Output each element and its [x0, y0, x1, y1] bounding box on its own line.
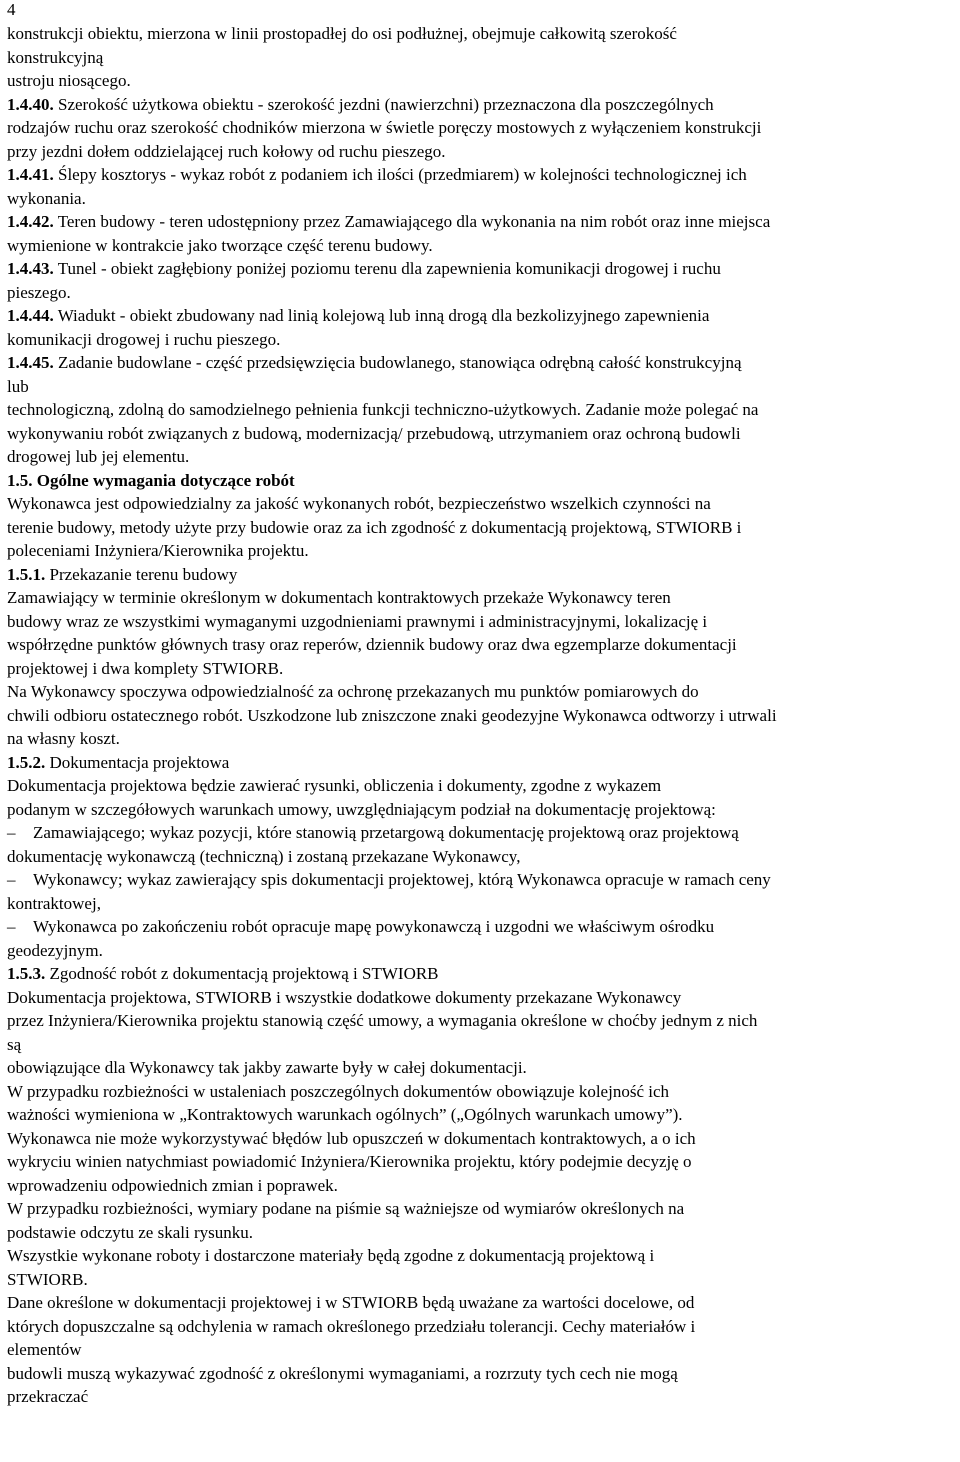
text-run: Dokumentacja projektowa	[45, 752, 230, 772]
text-run: Zamawiającego; wykaz pozycji, które stanowią przetargową dokumentację projektową oraz projektową	[33, 823, 739, 842]
text-run: rodzajów ruchu oraz szerokość chodników mierzona w świetle poręczy mostowych z wyłączeniem konstrukcji	[7, 118, 762, 137]
text-line	[7, 1244, 957, 1268]
text-line	[7, 1174, 957, 1198]
text-line	[7, 563, 957, 587]
text-line	[7, 422, 957, 446]
text-run: Zamawiający w terminie określonym w dokumentach kontraktowych przekaże Wykonawcy teren	[7, 588, 671, 607]
text-line	[7, 868, 957, 892]
text-line	[7, 1009, 957, 1033]
text-run: Przekazanie terenu budowy	[45, 564, 238, 584]
text-run: podstawie odczytu ze skali rysunku.	[7, 1222, 253, 1242]
text-line	[7, 234, 957, 258]
text-run: Zadanie budowlane - część przedsięwzięcia budowlanego, stanowiąca odrębną całość konstrukcyjną	[53, 353, 742, 372]
text-line	[7, 1385, 957, 1409]
section-number: 1.4.41.	[7, 165, 54, 184]
text-line	[7, 1291, 957, 1315]
list-dash: –	[7, 917, 16, 936]
text-run: lub	[7, 376, 29, 396]
text-run: Wykonawca jest odpowiedzialny za jakość wykonanych robót, bezpieczeństwo wszelkich czynności na	[7, 494, 711, 513]
text-line	[7, 351, 957, 375]
text-line	[7, 516, 957, 540]
page-number: 4	[7, 0, 16, 19]
text-run: Wszystkie wykonane roboty i dostarczone materiały będą zgodne z dokumentacją projektową i	[7, 1246, 655, 1265]
text-run: STWIORB.	[7, 1269, 88, 1289]
text-line	[7, 610, 957, 634]
text-line	[7, 680, 957, 704]
text-run: Wykonawcy; wykaz zawierający spis dokumentacji projektowej, którą Wykonawca opracuje w ramach ceny	[33, 870, 771, 889]
text-run: obowiązujące dla Wykonawcy tak jakby zawarte były w całej dokumentacji.	[7, 1058, 527, 1077]
section-number: 1.4.45.	[7, 353, 54, 372]
text-line	[7, 46, 957, 70]
text-run: współrzędne punktów głównych trasy oraz reperów, dziennik budowy oraz dwa egzemplarze dokumentacji	[7, 635, 737, 654]
text-run: są	[7, 1034, 22, 1054]
text-run: terenie budowy, metody użyte przy budowie oraz za ich zgodność z dokumentacją projektową, STWIORB i	[7, 517, 742, 537]
text-line	[7, 1033, 957, 1057]
text-run: Dane określone w dokumentacji projektowej i w STWIORB będą uważane za wartości docelowe, od	[7, 1293, 695, 1312]
text-line	[7, 1362, 957, 1386]
text-line	[7, 116, 957, 140]
section-number: 1.4.43.	[7, 259, 54, 278]
text-line	[7, 915, 957, 939]
text-run: chwili odbioru ostatecznego robót. Uszkodzone lub zniszczone znaki geodezyjne Wykonawca odtworzy i utrwali	[7, 705, 777, 725]
text-line	[7, 939, 957, 963]
text-run: ważności wymieniona w „Kontraktowych warunkach ogólnych” („Ogólnych warunkach umowy”).	[7, 1105, 683, 1124]
text-line	[7, 1080, 957, 1104]
text-run: konstrukcyjną	[7, 47, 104, 67]
text-run: na własny koszt.	[7, 729, 120, 748]
text-run: poleceniami Inżyniera/Kierownika projektu.	[7, 541, 309, 560]
text-line	[7, 539, 957, 563]
text-line	[7, 1315, 957, 1339]
text-run: Dokumentacja projektowa, STWIORB i wszystkie dodatkowe dokumenty przekazane Wykonawcy	[7, 987, 682, 1007]
text-run: budowy wraz ze wszystkimi wymaganymi uzgodnieniami prawnymi i administracyjnymi, lokalizację i	[7, 611, 708, 631]
text-run: wykryciu winien natychmiast powiadomić Inżyniera/Kierownika projektu, który podejmie decyzję o	[7, 1152, 692, 1171]
text-line	[7, 727, 957, 751]
text-run: pieszego.	[7, 282, 71, 302]
text-line	[7, 845, 957, 869]
text-line	[7, 1338, 957, 1362]
text-line	[7, 892, 957, 916]
text-line	[7, 1268, 957, 1292]
text-run: podanym w szczegółowych warunkach umowy, uwzględniającym podział na dokumentację projektową:	[7, 799, 716, 819]
text-line	[7, 1221, 957, 1245]
text-run: wymienione w kontrakcie jako tworzące część terenu budowy.	[7, 235, 433, 255]
text-line	[7, 398, 957, 422]
list-dash: –	[7, 823, 16, 842]
text-run: W przypadku rozbieżności, wymiary podane na piśmie są ważniejsze od wymiarów określonych na	[7, 1199, 685, 1218]
text-line	[7, 774, 957, 798]
text-run: elementów	[7, 1340, 82, 1359]
text-line	[7, 469, 957, 493]
text-line	[7, 751, 957, 775]
section-number: 1.4.40.	[7, 94, 54, 114]
text-run: których dopuszczalne są odchylenia w ramach określonego przedziału tolerancji. Cechy materiałów i	[7, 1316, 696, 1336]
list-dash: –	[7, 870, 16, 889]
text-line	[7, 93, 957, 117]
text-run: wykonania.	[7, 188, 86, 208]
text-line	[7, 986, 957, 1010]
document-body	[7, 22, 957, 1409]
text-run: Wiadukt - obiekt zbudowany nad linią kolejową lub inną drogą dla bezkolizyjnego zapewnienia	[53, 306, 710, 325]
text-run: Szerokość użytkowa obiektu - szerokość jezdni (nawierzchni) przeznaczona dla poszczególnych	[53, 94, 714, 114]
text-run: ustroju niosącego.	[7, 71, 131, 90]
text-line	[7, 140, 957, 164]
section-number: 1.5.3.	[7, 964, 46, 983]
text-line	[7, 586, 957, 610]
text-run: budowli muszą wykazywać zgodność z określonymi wymaganiami, a rozrzuty tych cech nie mogą	[7, 1363, 678, 1383]
text-line	[7, 1056, 957, 1080]
text-line	[7, 492, 957, 516]
text-line	[7, 281, 957, 305]
text-line	[7, 304, 957, 328]
text-run: komunikacji drogowej i ruchu pieszego.	[7, 329, 281, 349]
text-line	[7, 328, 957, 352]
text-run: Teren budowy - teren udostępniony przez Zamawiającego dla wykonania na nim robót oraz inne miejsca	[53, 212, 771, 231]
text-line	[7, 1150, 957, 1174]
text-line	[7, 22, 957, 46]
text-run: Wykonawca po zakończeniu robót opracuje mapę powykonawczą i uzgodni we właściwym ośrodku	[33, 917, 715, 936]
text-line	[7, 69, 957, 93]
text-line	[7, 210, 957, 234]
text-run: konstrukcji obiektu, mierzona w linii prostopadłej do osi podłużnej, obejmuje całkowitą szerokość	[7, 24, 677, 43]
text-line	[7, 257, 957, 281]
section-number: 1.4.44.	[7, 306, 54, 325]
text-run: dokumentację wykonawczą (techniczną) i zostaną przekazane Wykonawcy,	[7, 846, 521, 866]
text-line	[7, 798, 957, 822]
section-number: 1.4.42.	[7, 212, 54, 231]
section-number: 1.5.1.	[7, 564, 46, 584]
text-run: Wykonawca nie może wykorzystywać błędów lub opuszczeń w dokumentach kontraktowych, a o ich	[7, 1128, 696, 1148]
document-page	[7, 0, 957, 1409]
text-line	[7, 445, 957, 469]
text-run: geodezyjnym.	[7, 940, 103, 960]
text-line	[7, 962, 957, 986]
section-number: 1.5. Ogólne wymagania dotyczące robót	[7, 470, 295, 490]
text-run: projektowej i dwa komplety STWIORB.	[7, 658, 284, 678]
text-line	[7, 1127, 957, 1151]
text-line	[7, 633, 957, 657]
text-run: przekraczać	[7, 1387, 89, 1406]
text-run: kontraktowej,	[7, 893, 101, 913]
text-run: technologiczną, zdolną do samodzielnego pełnienia funkcji techniczno-użytkowych. Zadanie może polegać na	[7, 400, 759, 419]
text-run: wprowadzeniu odpowiednich zmian i poprawek.	[7, 1175, 338, 1195]
text-run: przy jezdni dołem oddzielającej ruch kołowy od ruchu pieszego.	[7, 141, 446, 161]
text-run: drogowej lub jej elementu.	[7, 447, 190, 466]
text-line	[7, 657, 957, 681]
text-line	[7, 821, 957, 845]
text-run: Na Wykonawcy spoczywa odpowiedzialność za ochronę przekazanych mu punktów pomiarowych do	[7, 682, 699, 701]
text-line	[7, 704, 957, 728]
text-run: Zgodność robót z dokumentacją projektową i STWIORB	[45, 964, 439, 983]
text-line	[7, 163, 957, 187]
text-run: Tunel - obiekt zagłębiony poniżej poziomu terenu dla zapewnienia komunikacji drogowej i ruchu	[53, 259, 721, 278]
text-line	[7, 1197, 957, 1221]
text-run: przez Inżyniera/Kierownika projektu stanowią część umowy, a wymagania określone w choćby jednym z nich	[7, 1011, 758, 1030]
text-run: wykonywaniu robót związanych z budową, modernizacją/ przebudową, utrzymaniem oraz ochroną budowli	[7, 423, 741, 443]
text-line	[7, 375, 957, 399]
text-line	[7, 1103, 957, 1127]
section-number: 1.5.2.	[7, 752, 46, 772]
text-run: Dokumentacja projektowa będzie zawierać rysunki, obliczenia i dokumenty, zgodne z wykazem	[7, 776, 662, 795]
text-run: Ślepy kosztorys - wykaz robót z podaniem ich ilości (przedmiarem) w kolejności technologicznej ich	[53, 165, 747, 184]
text-line	[7, 187, 957, 211]
text-run: W przypadku rozbieżności w ustaleniach poszczególnych dokumentów obowiązuje kolejność ich	[7, 1081, 670, 1101]
